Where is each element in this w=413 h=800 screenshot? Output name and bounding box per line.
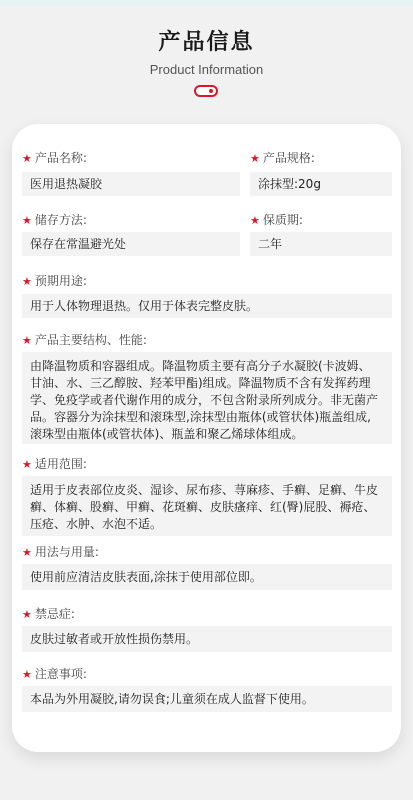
contra-label: ★ 禁忌症: [22, 607, 75, 621]
name-value: 医用退热凝胶 [22, 172, 240, 196]
spec-label: ★ 产品规格: [250, 151, 315, 165]
required-star-icon: ★ [22, 458, 32, 471]
page-subtitle: Product Information [149, 62, 264, 77]
product-info-card [12, 124, 401, 752]
required-star-icon: ★ [250, 152, 260, 165]
page-title: 产品信息 [158, 30, 255, 55]
storage-label: ★ 储存方法: [22, 213, 87, 227]
spec-value: 涂抹型:20g [250, 172, 392, 196]
required-star-icon: ★ [22, 275, 32, 288]
required-star-icon: ★ [22, 668, 32, 681]
required-star-icon: ★ [22, 334, 32, 347]
required-star-icon: ★ [250, 214, 260, 227]
name-label: ★ 产品名称: [22, 151, 87, 165]
contra-value: 皮肤过敏者或开放性损伤禁用。 [22, 626, 392, 652]
required-star-icon: ★ [22, 546, 32, 559]
top-strip [0, 0, 413, 6]
shelf-value: 二年 [250, 232, 392, 256]
purpose-label: ★ 预期用途: [22, 274, 87, 288]
structure-value: 由降温物质和容器组成。降温物质主要有高分子水凝胶(卡波姆、甘油、水、三乙醇胺、羟苯甲酯)组成。降温物质不含有发挥药理学、免疫学或者代谢作用的成分，不包含附录所列成分。非无菌产品。容器分为涂抹型和滚珠型,涂抹型由瓶体(或管状体)瓶盖组成,滚珠型由瓶体(或管状体)、瓶盖和聚乙烯球体组成。 [22, 352, 392, 444]
purpose-value: 用于人体物理退热。仅用于体表完整皮肤。 [22, 294, 392, 318]
shelf-label: ★ 保质期: [250, 213, 303, 227]
required-star-icon: ★ [22, 214, 32, 227]
page-header [0, 28, 413, 79]
toggle-pill-icon [194, 85, 218, 97]
scope-label: ★ 适用范围: [22, 457, 87, 471]
required-star-icon: ★ [22, 152, 32, 165]
notes-value: 本品为外用凝胶,请勿误食;儿童须在成人监督下使用。 [22, 686, 392, 712]
pill-dot [209, 89, 213, 93]
structure-label: ★ 产品主要结构、性能: [22, 333, 147, 347]
required-star-icon: ★ [22, 608, 32, 621]
usage-value: 使用前应清洁皮肤表面,涂抹于使用部位即。 [22, 564, 392, 590]
usage-label: ★ 用法与用量: [22, 545, 99, 559]
scope-value: 适用于皮表部位皮炎、湿诊、尿布疹、荨麻疹、手癣、足癣、牛皮癣、体癣、股癣、甲癣、花斑癣、皮肤瘙痒、红(臀)屁股、褥疮、压疮、水肿、水泡不适。 [22, 476, 392, 536]
storage-value: 保存在常温避光处 [22, 232, 240, 256]
notes-label: ★ 注意事项: [22, 667, 87, 681]
